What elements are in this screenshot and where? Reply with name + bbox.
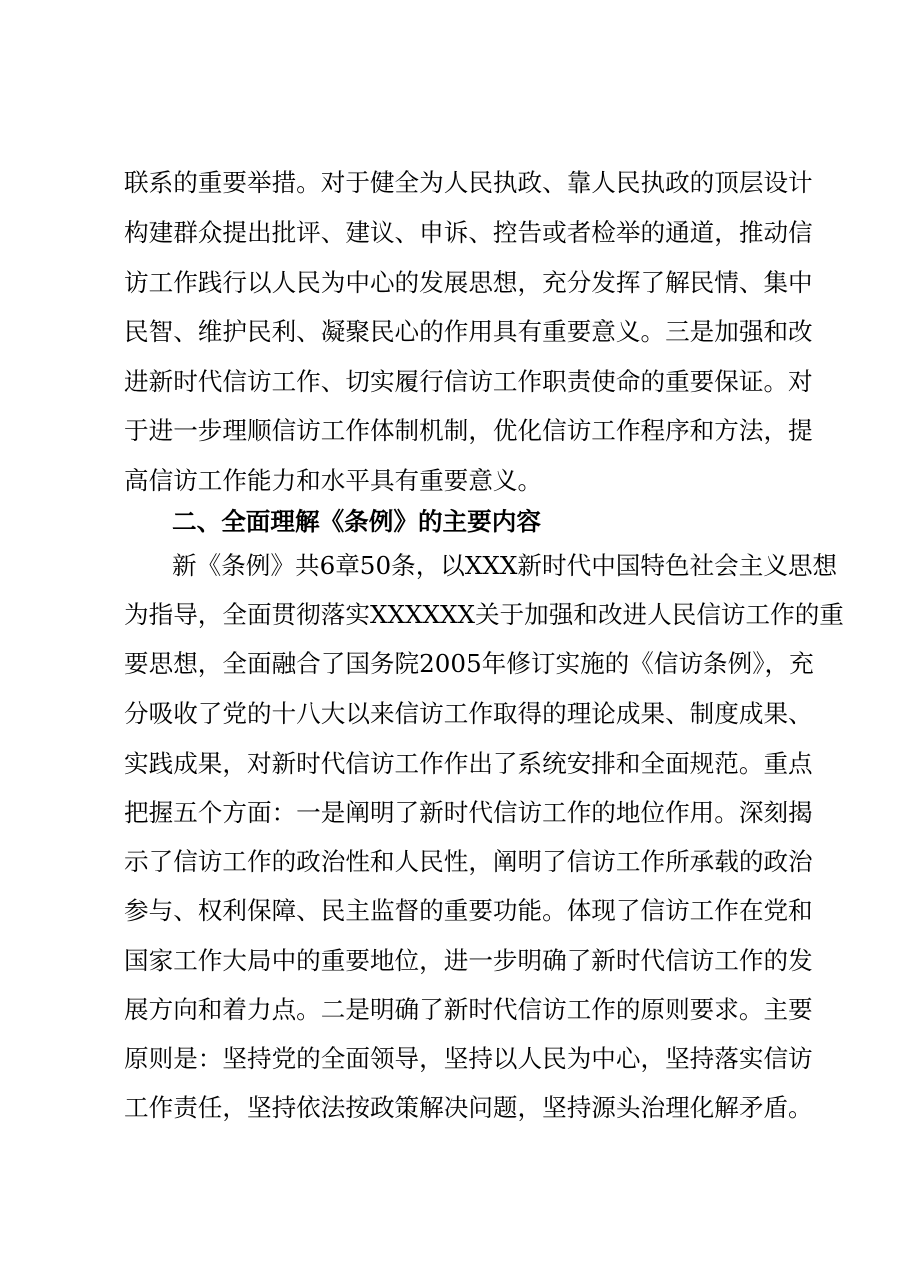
text-line: 要思想，全面融合了国务院2005年修订实施的《信访条例》，充 [124,649,814,678]
text-line: 访工作践行以人民为中心的发展思想，充分发挥了解民情、集中 [124,268,813,297]
text-line: 分吸收了党的十八大以来信访工作取得的理论成果、制度成果、 [124,699,813,728]
text-line: 把握五个方面：一是阐明了新时代信访工作的地位作用。深刻揭 [124,798,813,827]
section-heading: 二、全面理解《条例》的主要内容 [172,507,541,536]
text-line: 参与、权利保障、民主监督的重要功能。体现了信访工作在党和 [124,896,813,925]
text-line: 示了信访工作的政治性和人民性，阐明了信访工作所承载的政治 [124,847,813,876]
text-line: 民智、维护民利、凝聚民心的作用具有重要意义。三是加强和改 [124,317,813,346]
text-line: 原则是：坚持党的全面领导，坚持以人民为中心，坚持落实信访 [124,1044,813,1073]
text-line: 于进一步理顺信访工作体制机制，优化信访工作程序和方法，提 [124,416,813,445]
text-line: 展方向和着力点。二是明确了新时代信访工作的原则要求。主要 [124,995,813,1024]
text-line: 工作责任，坚持依法按政策解决问题，坚持源头治理化解矛盾。 [124,1093,813,1122]
text-line: 新《条例》共6章50条，以XXX新时代中国特色社会主义思想 [172,551,838,580]
text-line: 联系的重要举措。对于健全为人民执政、靠人民执政的顶层设计 [124,168,813,197]
text-line: 构建群众提出批评、建议、申诉、控告或者检举的通道，推动信 [124,218,813,247]
text-line: 国家工作大局中的重要地位，进一步明确了新时代信访工作的发 [124,946,813,975]
text-line: 进新时代信访工作、切实履行信访工作职责使命的重要保证。对 [124,367,813,396]
text-line: 实践成果，对新时代信访工作作出了系统安排和全面规范。重点 [124,749,813,778]
text-line: 为指导，全面贯彻落实XXXXXX关于加强和改进人民信访工作的重 [124,600,844,629]
text-line: 高信访工作能力和水平具有重要意义。 [124,466,543,495]
